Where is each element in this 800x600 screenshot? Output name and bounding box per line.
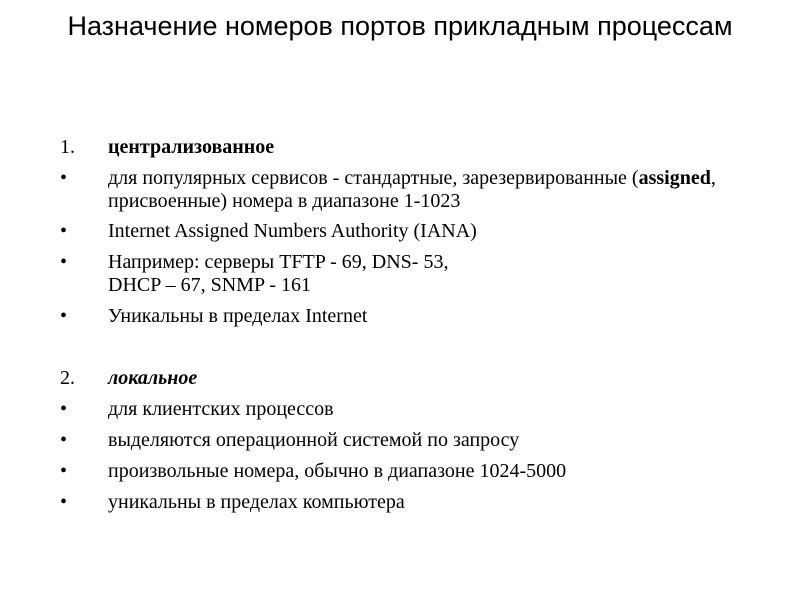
bullet-icon: • (60, 460, 68, 482)
page-title: Назначение номеров портов прикладным процессам (67, 11, 733, 41)
section-heading: централизованное (108, 136, 275, 158)
section-number: 1. (60, 136, 75, 158)
list-item (60, 460, 760, 483)
list-item (60, 251, 760, 297)
section-heading: локальное (108, 367, 198, 389)
section-1-heading (60, 136, 760, 159)
list-item-text: Например: серверы TFTP - 69, DNS- 53, (108, 251, 449, 273)
section-number: 2. (60, 367, 75, 389)
section-2-heading (60, 367, 760, 390)
list-item-text: Уникальны в пределах Internet (108, 305, 368, 327)
list-item (60, 220, 760, 243)
list-item-text: для популярных сервисов - стандартные, зарезервированные (assigned, присвоенные) номера в диапазоне 1-1023 (108, 167, 716, 212)
bullet-icon: • (60, 251, 68, 273)
list-item (60, 398, 760, 421)
bullet-icon: • (60, 398, 68, 420)
bullet-icon: • (60, 305, 68, 327)
bullet-icon: • (60, 220, 68, 242)
bullet-icon: • (60, 491, 68, 513)
list-item-text: для клиентских процессов (108, 398, 334, 420)
list-item (60, 305, 760, 328)
bullet-icon: • (60, 167, 68, 189)
list-item-text: уникальны в пределах компьютера (108, 491, 405, 513)
list-item-text: выделяются операционной системой по запросу (108, 429, 520, 451)
list-item (60, 167, 760, 213)
list-item-text: Internet Assigned Numbers Authority (IANA) (108, 220, 477, 242)
list-item (60, 429, 760, 452)
content-list (60, 136, 760, 514)
list-item (60, 491, 760, 514)
list-item-text: DHCP – 67, SNMP - 161 (108, 274, 311, 296)
list-item-text: произвольные номера, обычно в диапазоне 1024-5000 (108, 460, 567, 482)
bullet-icon: • (60, 429, 68, 451)
